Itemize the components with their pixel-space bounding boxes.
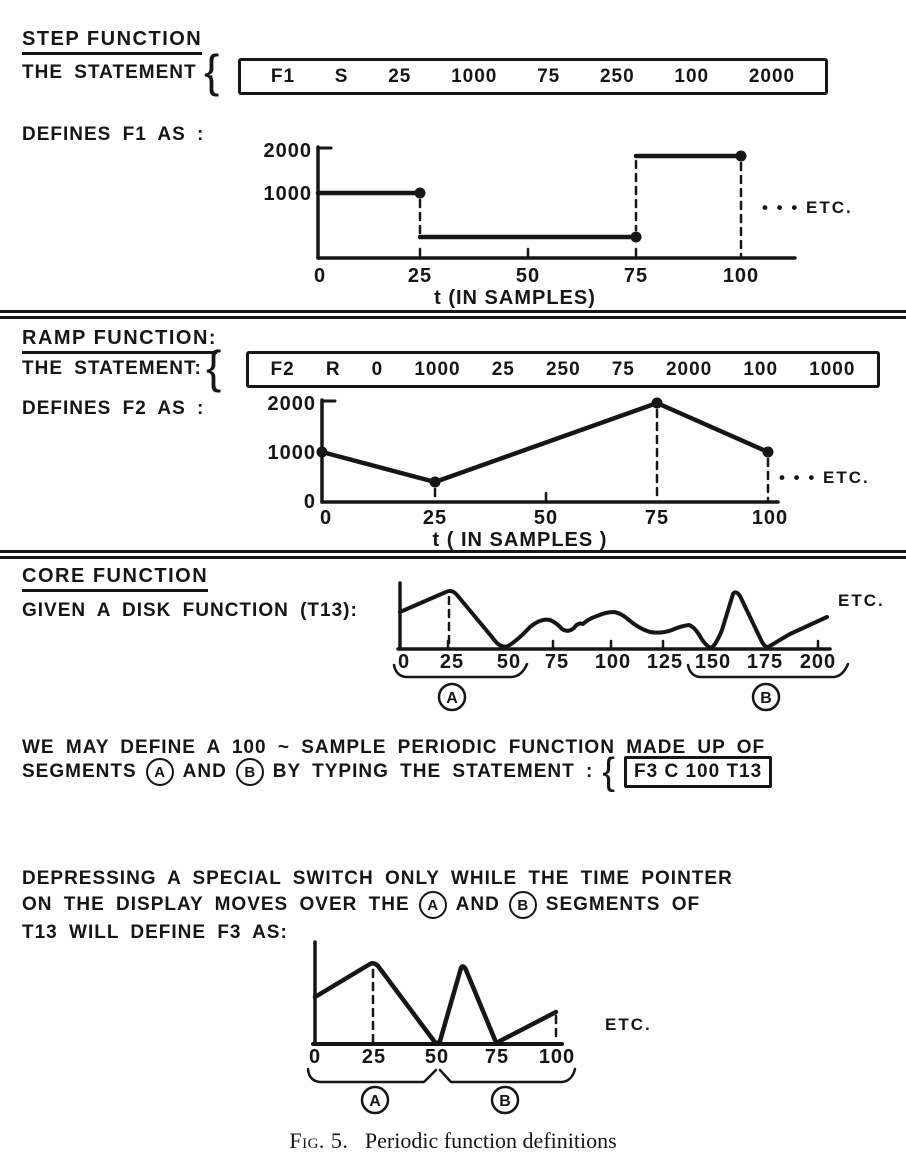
statement-token: F2 [270,358,295,380]
section-divider [0,310,906,319]
core-given-label: GIVEN A DISK FUNCTION (T13): [22,600,358,621]
statement-token: 0 [371,358,384,380]
x-tick-label: 50 [496,651,522,673]
statement-token: 250 [545,358,581,380]
y-tick-label: 1000 [263,183,312,205]
core-function-heading: CORE FUNCTION [22,565,208,592]
statement-token: 100 [674,65,710,87]
f2-ramp-line [322,403,768,482]
section-divider [0,550,906,559]
segment-b-brace [440,1069,575,1082]
x-tick-label: 75 [623,265,649,287]
statement-token: 1000 [451,65,498,87]
f2-point [652,398,663,409]
depress-text-line2-post: SEGMENTS OF [545,894,701,915]
statement-token: 2000 [748,65,796,87]
etc-label: ETC. [605,1015,652,1034]
f2-ramp-chart [255,393,900,550]
f1-point [631,232,642,243]
t13-freehand-curve [400,591,827,648]
f1-step-chart [255,140,900,308]
statement-token: 75 [611,358,635,380]
step-statement-label: THE STATEMENT : [22,62,216,83]
x-tick-label: 75 [644,507,670,529]
f2-point [763,447,774,458]
step-open-brace: { [204,45,220,97]
ramp-function-heading: RAMP FUNCTION: [22,327,217,354]
x-tick-label: 25 [422,507,448,529]
x-tick-label: 0 [319,507,333,529]
step-function-heading: STEP FUNCTION [22,28,202,55]
statement-token: 25 [388,65,412,87]
f2-point [317,447,328,458]
periodic-text-line2-post: BY TYPING THE STATEMENT : [272,761,594,782]
segment-a-badge: A [419,891,447,919]
t13-disk-chart [388,578,906,718]
step-statement-box [238,58,828,95]
x-tick-label: 200 [799,651,837,673]
f3-open-brace: { [602,751,616,793]
f3-statement-box: F3 C 100 T13 [624,756,772,788]
statement-token: 25 [491,358,515,380]
f2-point [430,477,441,488]
segment-a-label: A [369,1093,381,1110]
depress-text-line1: DEPRESSING A SPECIAL SWITCH ONLY WHILE THE TIME POINTER [22,868,733,889]
ramp-defines-label: DEFINES F2 AS : [22,398,205,419]
x-tick-label: 100 [538,1046,576,1068]
statement-token: F1 [270,65,296,87]
x-tick-label: 75 [484,1046,510,1068]
f3-core-chart [298,938,660,1120]
step-defines-label: DEFINES F1 AS : [22,124,205,145]
x-tick-label: 0 [313,265,327,287]
x-tick-label: 50 [424,1046,450,1068]
figure-caption-number: Fig. 5. [289,1128,349,1153]
x-tick-label: 150 [694,651,732,673]
segment-b-label: B [760,690,772,707]
figure-caption-text: Periodic function definitions [364,1128,617,1153]
x-tick-label: 25 [361,1046,387,1068]
y-tick-label: 2000 [263,140,312,162]
statement-token: 250 [599,65,635,87]
x-tick-label: 100 [751,507,789,529]
segment-b-label: B [499,1093,511,1110]
depress-text-line2-pre: ON THE DISPLAY MOVES OVER THE [22,894,410,915]
x-tick-label: 25 [407,265,433,287]
x-tick-label: 75 [544,651,570,673]
x-tick-label: 25 [439,651,465,673]
periodic-text-line1: WE MAY DEFINE A 100 ~ SAMPLE PERIODIC FUNCTION MADE UP OF [22,737,766,758]
statement-token: 1000 [414,358,461,380]
x-tick-label: 125 [646,651,684,673]
ramp-open-brace: { [206,341,222,393]
statement-token: 2000 [665,358,713,380]
y-tick-label: 0 [303,491,316,513]
figure-caption [0,1128,906,1154]
etc-label: • • • ETC. [779,468,870,487]
x-tick-label: 0 [308,1046,322,1068]
x-tick-label: 50 [533,507,559,529]
segment-b-badge: B [236,758,264,786]
etc-label: ETC. [838,591,885,610]
depress-text-line2-and: AND [455,894,500,915]
f3-freehand-curve [315,963,556,1043]
statement-token: 1000 [809,358,856,380]
statement-token: 75 [537,65,561,87]
f1-point [415,188,426,199]
x-tick-label: 100 [594,651,632,673]
y-tick-label: 1000 [267,442,316,464]
segment-a-brace [308,1069,436,1082]
segment-b-badge: B [509,891,537,919]
segment-a-label: A [446,690,458,707]
ramp-statement-label: THE STATEMENT: [22,358,202,379]
etc-label: • • • ETC. [762,198,853,217]
statement-token: R [325,358,341,380]
statement-token: S [334,65,349,87]
statement-token: 100 [743,358,779,380]
x-axis-label: t ( IN SAMPLES ) [432,529,608,551]
periodic-text-line2-and: AND [182,761,227,782]
segment-a-badge: A [146,758,174,786]
x-tick-label: 0 [397,651,411,673]
x-tick-label: 50 [515,265,541,287]
x-tick-label: 100 [722,265,760,287]
f1-point [736,151,747,162]
depress-text-line3: T13 WILL DEFINE F3 AS: [22,922,288,943]
ramp-statement-box [246,351,880,388]
periodic-text-line2-pre: SEGMENTS [22,761,137,782]
x-tick-label: 175 [746,651,784,673]
y-tick-label: 2000 [267,393,316,415]
x-axis-label: t (IN SAMPLES) [434,287,596,309]
